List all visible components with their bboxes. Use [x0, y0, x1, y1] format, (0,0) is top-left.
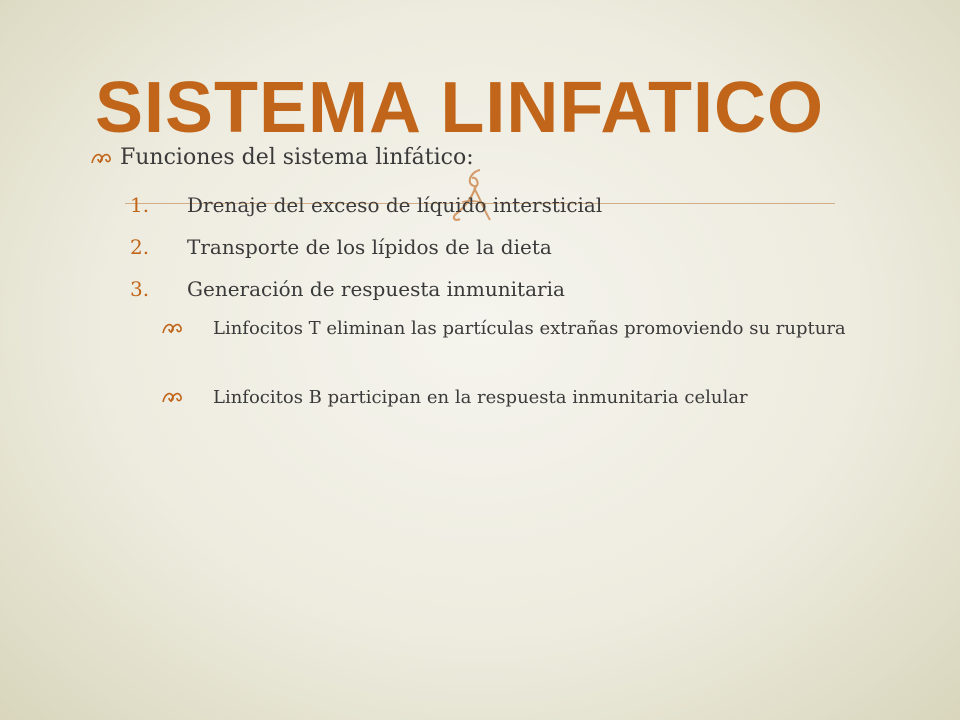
sub-item-text: Linfocitos B participan en la respuesta inmunitaria celular — [213, 387, 748, 408]
swirl-bullet-icon — [90, 150, 114, 166]
item-text: Drenaje del exceso de líquido intersticial — [187, 193, 603, 217]
sub-bullet-item — [161, 385, 921, 410]
swirl-bullet-icon — [161, 389, 185, 405]
main-bullet — [90, 145, 474, 170]
sub-bullet-item — [161, 316, 921, 341]
item-number: 1. — [130, 193, 150, 217]
item-text: Generación de respuesta inmunitaria — [187, 277, 565, 301]
numbered-item — [130, 235, 552, 259]
item-number: 2. — [130, 235, 150, 259]
swirl-bullet-icon — [161, 320, 185, 336]
numbered-item — [130, 277, 565, 301]
slide-title: SISTEMA LINFATICO — [95, 68, 824, 148]
numbered-item — [130, 193, 602, 217]
item-number: 3. — [130, 277, 150, 301]
main-point-text: Funciones del sistema linfático: — [120, 145, 474, 170]
sub-item-text: Linfocitos T eliminan las partículas extrañas promoviendo su ruptura — [213, 318, 846, 339]
item-text: Transporte de los lípidos de la dieta — [187, 235, 552, 259]
